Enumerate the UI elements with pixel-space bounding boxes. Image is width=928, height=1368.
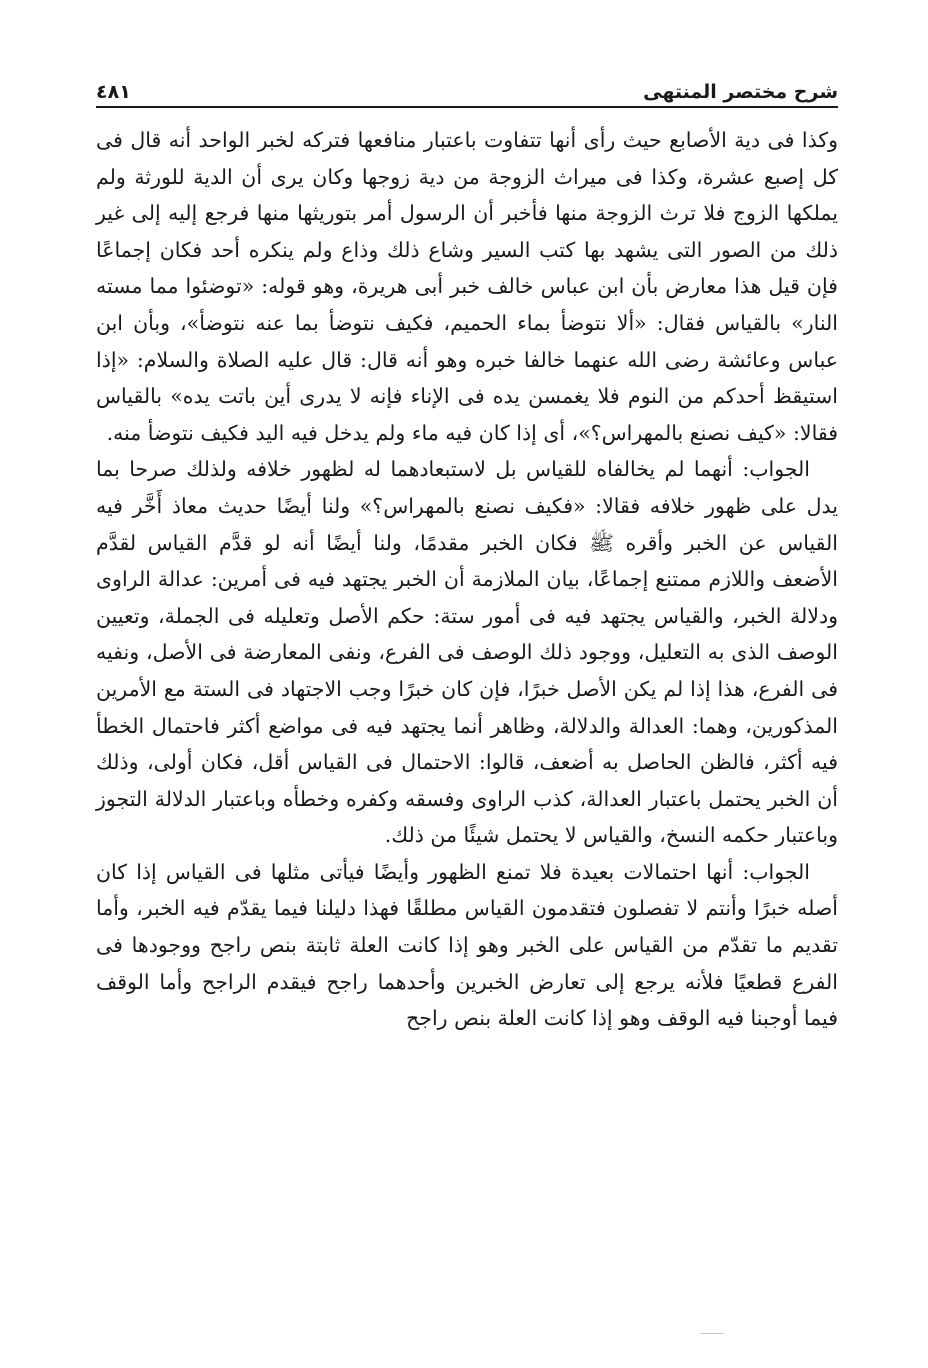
book-title: شرح مختصر المنتهى (643, 81, 838, 103)
main-text (96, 122, 838, 1037)
scan-mark (700, 1333, 724, 1334)
paragraph-3: الجواب: أنها احتمالات بعيدة فلا تمنع الظهور وأيضًا فيأتى مثلها فى القياس إذا كان أصله خبرًا وأنتم لا تفصلون فتقدمون القياس مطلقًا فهذا دليلنا فيما يقدّم فيه الخبر، وأما تقديم ما تقدّم من القياس على الخبر وهو إذا كانت العلة ثابتة بنص راجح ووجودها فى الفرع قطعيًا فلأنه يرجع إلى تعارض الخبرين وأحدهما راجح فيقدم الراجح وأما الوقف فيما أوجبنا فيه الوقف وهو إذا كانت العلة بنص راجح (96, 859, 838, 1031)
running-header (96, 72, 838, 108)
paragraph-1: وكذا فى دية الأصابع حيث رأى أنها تتفاوت باعتبار منافعها فتركه لخبر الواحد أنه قال فى كل إصبع عشرة، وكذا فى ميراث الزوجة من دية زوجها وكان يرى أن الدية للورثة ولم يملكها الزوج فلا ترث الزوجة منها فأخبر أن الرسول أمر بتوريثها منها فرجع إليه إلى غير ذلك من الصور التى يشهد بها كتب السير وشاع ذلك وذاع ولم ينكره أحد فكان إجماعًا فإن قيل هذا معارض بأن ابن عباس خالف خبر أبى هريرة، وهو قوله: «توضئوا مما مسته النار» بالقياس فقال: «ألا نتوضأ بماء الحميم، فكيف نتوضأ بما عنه نتوضأ»، وبأن ابن عباس وعائشة رضى الله عنهما خالفا خبره وهو أنه قال: قال عليه الصلاة والسلام: «إذا استيقظ أحدكم من النوم فلا يغمسن يده فى الإناء فإنه لا يدرى أين باتت يده» بالقياس فقالا: «كيف نصنع بالمهراس؟»، أى إذا كان فيه ماء ولم يدخل فيه اليد فكيف نتوضأ منه. (96, 128, 838, 445)
paragraph-2: الجواب: أنهما لم يخالفاه للقياس بل لاستبعادهما له لظهور خلافه ولذلك صرحا بما يدل على ظهور خلافه فقالا: «فكيف نصنع بالمهراس؟» ولنا أيضًا حديث معاذ أَخَّر فيه القياس عن الخبر وأقره ﷺ فكان الخبر مقدمًا، ولنا أيضًا أنه لو قدَّم القياس لقدَّم الأضعف واللازم ممتنع إجماعًا، بيان الملازمة أن الخبر يجتهد فيه فى أمرين: عدالة الراوى ودلالة الخبر، والقياس يجتهد فيه فى أمور ستة: حكم الأصل وتعليله فى الجملة، وتعيين الوصف الذى به التعليل، ووجود ذلك الوصف فى الفرع، ونفى المعارضة فى الأصل، ونفيه فى الفرع، هذا إذا لم يكن الأصل خبرًا، فإن كان خبرًا وجب الاجتهاد فى الستة مع الأمرين المذكورين، وهما: العدالة والدلالة، وظاهر أنما يجتهد فيه فى مواضع أكثر فاحتمال الخطأ فيه أكثر، فالظن الحاصل به أضعف، قالوا: الاحتمال فى القياس أقل، فكان أولى، وذلك أن الخبر يحتمل باعتبار العدالة، كذب الراوى وفسقه وكفره وخطأه وباعتبار الدلالة التجوز وباعتبار حكمه النسخ، والقياس لا يحتمل شيئًا من ذلك. (96, 457, 838, 848)
page-number: ٤٨١ (96, 81, 131, 103)
